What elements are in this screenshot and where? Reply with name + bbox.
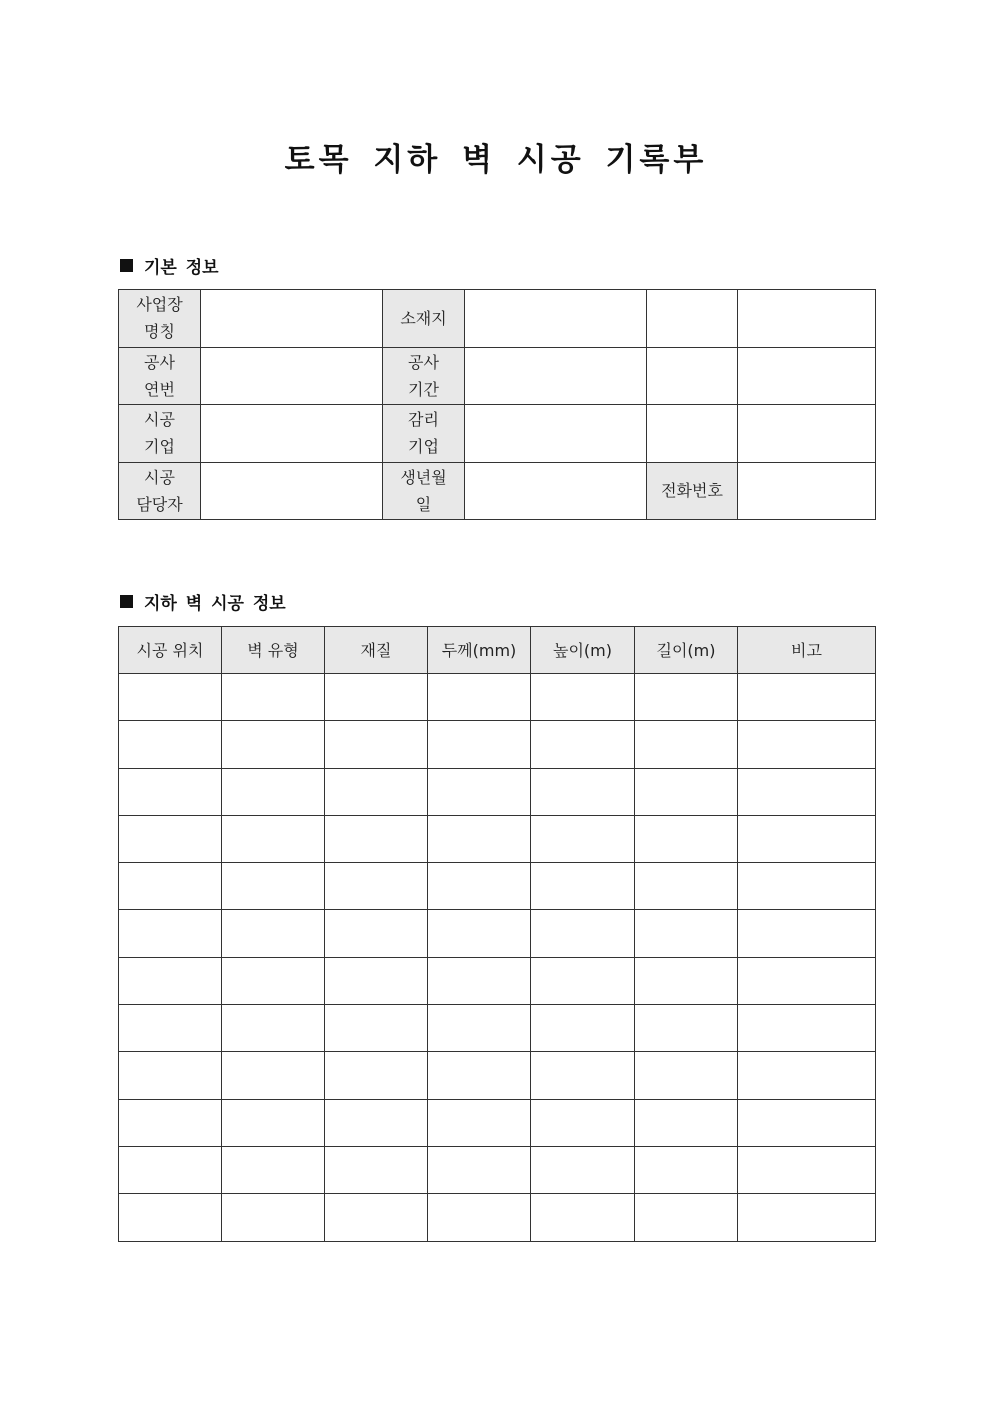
table-cell[interactable] xyxy=(428,910,531,957)
table-cell[interactable] xyxy=(325,721,428,768)
field-label-line: 연번 xyxy=(144,379,175,399)
field-label-line: 기업 xyxy=(408,437,439,457)
field-label xyxy=(383,290,465,348)
table-cell[interactable] xyxy=(635,1005,738,1052)
table-cell[interactable] xyxy=(325,1099,428,1146)
table-cell[interactable] xyxy=(428,768,531,815)
table-cell[interactable] xyxy=(738,1194,876,1241)
table-row xyxy=(119,462,876,520)
column-header: 재질 xyxy=(325,627,428,674)
field-value-cell[interactable] xyxy=(647,347,738,405)
table-cell[interactable] xyxy=(325,1146,428,1193)
field-label xyxy=(383,347,465,405)
field-value-cell[interactable] xyxy=(465,405,647,463)
table-cell[interactable] xyxy=(531,863,635,910)
field-label-line: 일 xyxy=(415,494,432,514)
table-header-row xyxy=(119,627,876,674)
square-bullet-icon xyxy=(120,259,133,272)
table-cell[interactable] xyxy=(428,815,531,862)
table-cell[interactable] xyxy=(325,1052,428,1099)
field-label xyxy=(119,462,201,520)
table-row xyxy=(119,1052,876,1099)
column-header: 벽 유형 xyxy=(222,627,325,674)
table-cell[interactable] xyxy=(738,1052,876,1099)
table-cell[interactable] xyxy=(428,957,531,1004)
field-label xyxy=(119,347,201,405)
table-cell[interactable] xyxy=(325,910,428,957)
field-value-cell[interactable] xyxy=(647,405,738,463)
table-cell[interactable] xyxy=(635,910,738,957)
table-cell[interactable] xyxy=(738,721,876,768)
table-row xyxy=(119,290,876,348)
field-label xyxy=(119,405,201,463)
table-cell[interactable] xyxy=(531,1099,635,1146)
table-cell[interactable] xyxy=(738,863,876,910)
page-title: 토목 지하 벽 시공 기록부 xyxy=(284,142,708,178)
table-cell[interactable] xyxy=(119,1194,222,1241)
field-label-line: 기간 xyxy=(408,379,439,399)
table-cell[interactable] xyxy=(428,1099,531,1146)
field-label xyxy=(383,405,465,463)
field-value-cell[interactable] xyxy=(738,462,876,520)
field-value-cell[interactable] xyxy=(465,290,647,348)
field-label xyxy=(647,462,738,520)
table-cell[interactable] xyxy=(222,910,325,957)
field-value-cell[interactable] xyxy=(738,405,876,463)
field-label-line: 전화번호 xyxy=(661,481,723,501)
field-label-line: 공사 xyxy=(144,352,175,372)
table-cell[interactable] xyxy=(222,674,325,721)
table-row xyxy=(119,910,876,957)
field-value-cell[interactable] xyxy=(201,462,383,520)
field-value-cell[interactable] xyxy=(201,290,383,348)
table-cell[interactable] xyxy=(222,721,325,768)
table-cell[interactable] xyxy=(428,674,531,721)
table-cell[interactable] xyxy=(119,1146,222,1193)
table-cell[interactable] xyxy=(325,815,428,862)
column-header: 시공 위치 xyxy=(119,627,222,674)
table-cell[interactable] xyxy=(635,1194,738,1241)
column-header: 높이(m) xyxy=(531,627,635,674)
column-header: 비고 xyxy=(738,627,876,674)
field-label-line: 명칭 xyxy=(144,322,175,342)
table-cell[interactable] xyxy=(325,674,428,721)
table-cell[interactable] xyxy=(531,721,635,768)
table-cell[interactable] xyxy=(428,721,531,768)
table-cell[interactable] xyxy=(738,815,876,862)
table-cell[interactable] xyxy=(325,863,428,910)
basic-info-table xyxy=(118,289,876,520)
field-label-line: 시공 xyxy=(144,410,175,430)
table-cell[interactable] xyxy=(531,910,635,957)
table-cell[interactable] xyxy=(119,1099,222,1146)
table-row xyxy=(119,863,876,910)
table-row xyxy=(119,405,876,463)
field-label-line: 감리 xyxy=(408,410,439,430)
table-row xyxy=(119,1194,876,1241)
table-cell[interactable] xyxy=(428,863,531,910)
table-cell[interactable] xyxy=(222,957,325,1004)
table-cell[interactable] xyxy=(531,1005,635,1052)
field-value-cell[interactable] xyxy=(647,290,738,348)
table-cell[interactable] xyxy=(531,674,635,721)
table-cell[interactable] xyxy=(635,815,738,862)
field-label-line: 공사 xyxy=(408,352,439,372)
table-row xyxy=(119,957,876,1004)
table-cell[interactable] xyxy=(738,1099,876,1146)
field-label-line: 소재지 xyxy=(400,308,447,328)
table-cell[interactable] xyxy=(531,957,635,1004)
table-cell[interactable] xyxy=(635,721,738,768)
field-label-line: 기업 xyxy=(144,437,175,457)
table-cell[interactable] xyxy=(222,1005,325,1052)
table-cell[interactable] xyxy=(738,910,876,957)
table-row xyxy=(119,347,876,405)
table-cell[interactable] xyxy=(119,863,222,910)
table-cell[interactable] xyxy=(119,957,222,1004)
field-label xyxy=(119,290,201,348)
table-cell[interactable] xyxy=(428,1194,531,1241)
section-heading-label: 지하 벽 시공 정보 xyxy=(144,594,286,614)
table-cell[interactable] xyxy=(119,768,222,815)
table-cell[interactable] xyxy=(738,768,876,815)
table-cell[interactable] xyxy=(222,815,325,862)
table-cell[interactable] xyxy=(428,1005,531,1052)
table-cell[interactable] xyxy=(119,1052,222,1099)
table-row xyxy=(119,721,876,768)
table-cell[interactable] xyxy=(531,1194,635,1241)
table-cell[interactable] xyxy=(119,674,222,721)
field-label-line: 담당자 xyxy=(136,494,183,514)
square-bullet-icon xyxy=(120,595,133,608)
table-cell[interactable] xyxy=(738,957,876,1004)
table-row xyxy=(119,768,876,815)
table-cell[interactable] xyxy=(635,1146,738,1193)
field-value-cell[interactable] xyxy=(201,405,383,463)
table-cell[interactable] xyxy=(325,957,428,1004)
column-header: 길이(m) xyxy=(635,627,738,674)
table-cell[interactable] xyxy=(635,768,738,815)
table-cell[interactable] xyxy=(635,674,738,721)
table-cell[interactable] xyxy=(222,768,325,815)
field-label-line: 생년월 xyxy=(400,467,447,487)
table-cell[interactable] xyxy=(325,768,428,815)
table-cell[interactable] xyxy=(222,1194,325,1241)
table-cell[interactable] xyxy=(738,1005,876,1052)
table-cell[interactable] xyxy=(635,957,738,1004)
field-value-cell[interactable] xyxy=(465,462,647,520)
table-cell[interactable] xyxy=(119,1005,222,1052)
wall-construction-table xyxy=(118,626,876,1242)
table-cell[interactable] xyxy=(531,1052,635,1099)
table-cell[interactable] xyxy=(222,1146,325,1193)
table-cell[interactable] xyxy=(738,674,876,721)
table-cell[interactable] xyxy=(119,721,222,768)
table-cell[interactable] xyxy=(428,1146,531,1193)
field-value-cell[interactable] xyxy=(738,290,876,348)
table-row xyxy=(119,1146,876,1193)
field-value-cell[interactable] xyxy=(201,347,383,405)
table-cell[interactable] xyxy=(325,1194,428,1241)
table-cell[interactable] xyxy=(428,1052,531,1099)
section-heading-wall xyxy=(120,589,286,614)
section-heading-label: 기본 정보 xyxy=(144,258,219,278)
field-value-cell[interactable] xyxy=(465,347,647,405)
table-cell[interactable] xyxy=(635,863,738,910)
field-label-line: 사업장 xyxy=(136,295,183,315)
field-label xyxy=(383,462,465,520)
table-cell[interactable] xyxy=(325,1005,428,1052)
table-cell[interactable] xyxy=(222,1099,325,1146)
table-cell[interactable] xyxy=(222,863,325,910)
table-row xyxy=(119,674,876,721)
table-row xyxy=(119,1099,876,1146)
table-cell[interactable] xyxy=(738,1146,876,1193)
table-row xyxy=(119,815,876,862)
table-cell[interactable] xyxy=(531,1146,635,1193)
table-cell[interactable] xyxy=(222,1052,325,1099)
table-cell[interactable] xyxy=(635,1052,738,1099)
field-value-cell[interactable] xyxy=(738,347,876,405)
table-row xyxy=(119,1005,876,1052)
column-header: 두께(mm) xyxy=(428,627,531,674)
table-cell[interactable] xyxy=(531,768,635,815)
section-heading-basic xyxy=(120,253,219,278)
table-cell[interactable] xyxy=(531,815,635,862)
table-cell[interactable] xyxy=(119,910,222,957)
field-label-line: 시공 xyxy=(144,467,175,487)
table-cell[interactable] xyxy=(635,1099,738,1146)
table-cell[interactable] xyxy=(119,815,222,862)
